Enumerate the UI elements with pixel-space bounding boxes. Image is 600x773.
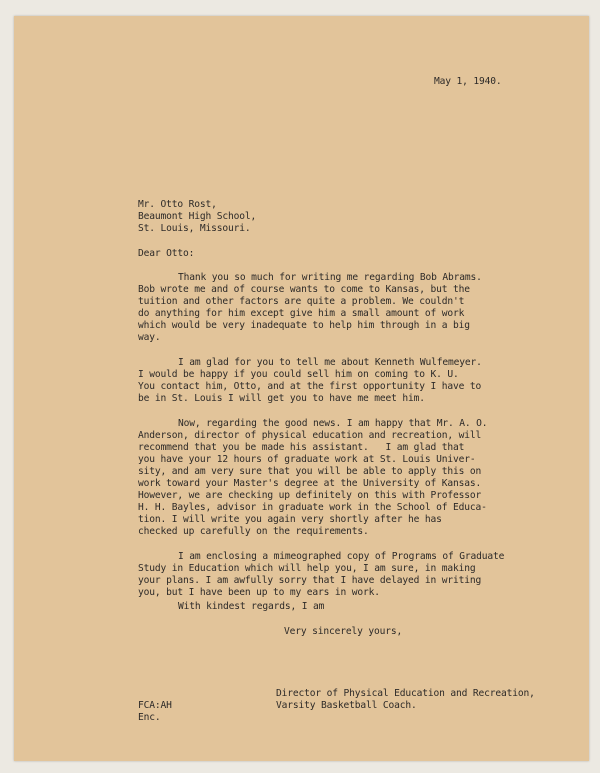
paragraph-3-line: Now, regarding the good news. I am happy that Mr. A. O.	[178, 418, 488, 429]
paragraph-3-line: recommend that you be made his assistant. I am glad that	[138, 442, 465, 453]
signature-title: Varsity Basketball Coach.	[276, 700, 417, 711]
paragraph-1-line: which would be very inadequate to help him through in a big	[138, 320, 470, 331]
recipient-school: Beaumont High School,	[138, 211, 257, 222]
paragraph-3-line: H. H. Bayles, advisor in graduate work in the School of Educa-	[138, 502, 487, 513]
salutation: Dear Otto:	[138, 248, 195, 259]
recipient-name: Mr. Otto Rost,	[138, 199, 217, 210]
signature-title: Director of Physical Education and Recreation,	[276, 688, 535, 699]
letter-page	[14, 16, 589, 761]
enclosure-note: Enc.	[138, 712, 161, 723]
paragraph-2-line: I am glad for you to tell me about Kenneth Wulfemeyer.	[178, 357, 482, 368]
paragraph-1-line: tuition and other factors are quite a problem. We couldn't	[138, 296, 465, 307]
paragraph-3-line: tion. I will write you again very shortly after he has	[138, 514, 442, 525]
paragraph-1-line: Bob wrote me and of course wants to come to Kansas, but the	[138, 284, 470, 295]
paragraph-4-line: Study in Education which will help you, I am sure, in making	[138, 563, 476, 574]
typist-initials: FCA:AH	[138, 700, 172, 711]
regards-line: With kindest regards, I am	[178, 601, 325, 612]
letter-date: May 1, 1940.	[434, 76, 502, 87]
paragraph-4-line: your plans. I am awfully sorry that I have delayed in writing	[138, 575, 482, 586]
paragraph-1-line: way.	[138, 332, 161, 343]
closing-line: Very sincerely yours,	[284, 626, 403, 637]
paragraph-3-line: work toward your Master's degree at the University of Kansas.	[138, 478, 482, 489]
paragraph-2-line: You contact him, Otto, and at the first opportunity I have to	[138, 381, 482, 392]
paragraph-1-line: Thank you so much for writing me regarding Bob Abrams.	[178, 272, 482, 283]
paragraph-4-line: you, but I have been up to my ears in work.	[138, 587, 380, 598]
paragraph-3-line: sity, and am very sure that you will be able to apply this on	[138, 466, 482, 477]
paragraph-1-line: do anything for him except give him a small amount of work	[138, 308, 465, 319]
paragraph-3-line: However, we are checking up definitely on this with Professor	[138, 490, 482, 501]
paragraph-3-line: checked up carefully on the requirements.	[138, 526, 369, 537]
paragraph-3-line: Anderson, director of physical education and recreation, will	[138, 430, 482, 441]
recipient-city: St. Louis, Missouri.	[138, 223, 251, 234]
paragraph-2-line: I would be happy if you could sell him on coming to K. U.	[138, 369, 459, 380]
paragraph-2-line: be in St. Louis I will get you to have me meet him.	[138, 393, 425, 404]
paragraph-3-line: you have your 12 hours of graduate work at St. Louis Univer-	[138, 454, 476, 465]
paragraph-4-line: I am enclosing a mimeographed copy of Programs of Graduate	[178, 551, 505, 562]
